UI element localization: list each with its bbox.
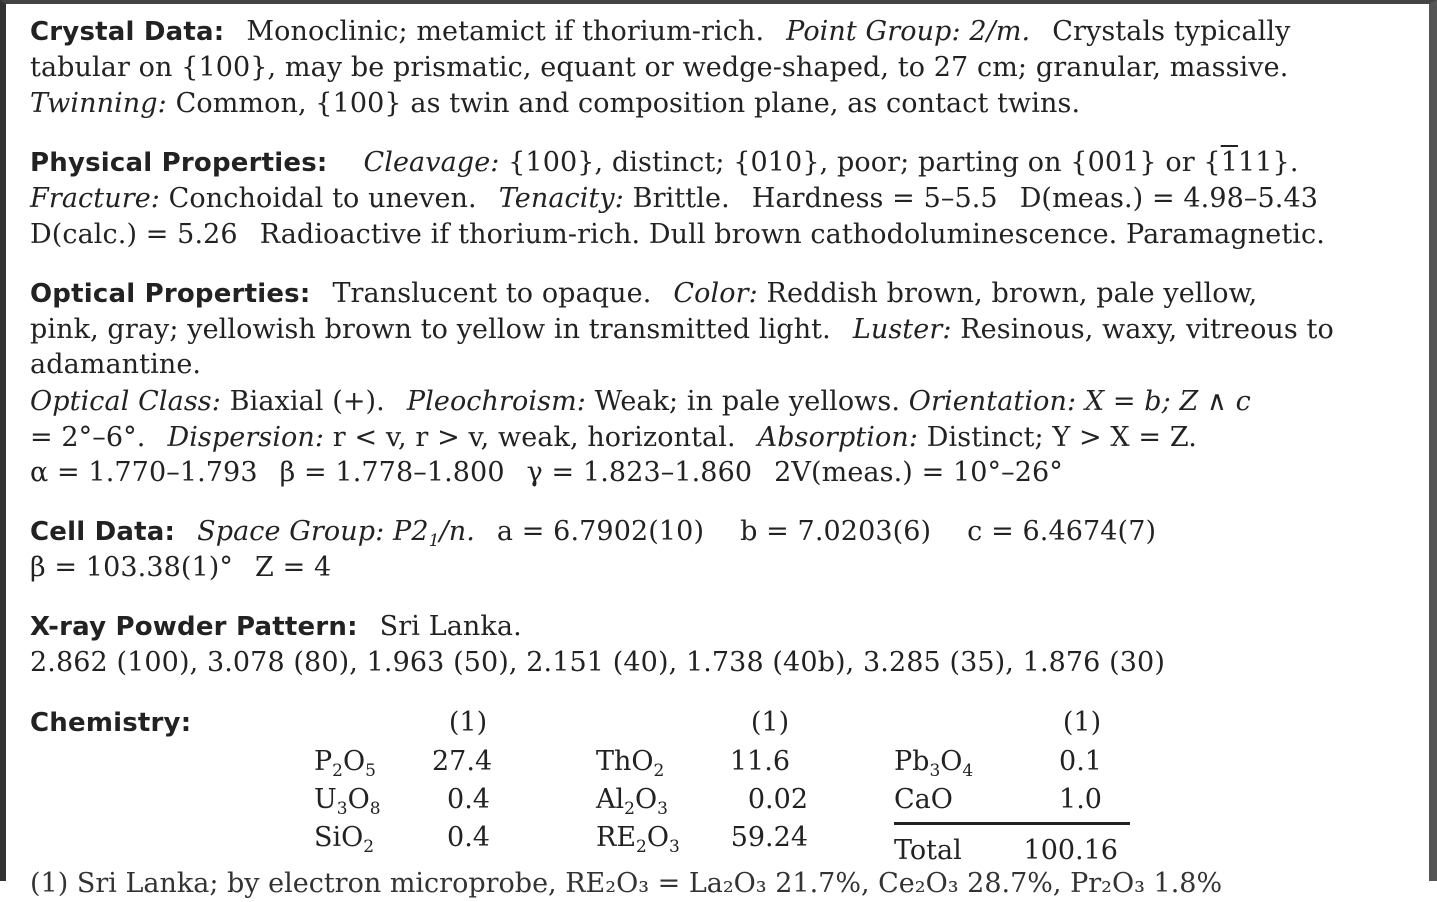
chem-formula: $Pb_3O_4$ bbox=[894, 746, 974, 781]
cell-b: b = 7.0203(6) bbox=[740, 516, 932, 547]
physical-heading: Physical Properties: bbox=[30, 148, 328, 178]
chem-value: 1.0 bbox=[1059, 784, 1102, 815]
crystal-data-line-2 bbox=[30, 50, 1288, 86]
fracture-label: Fracture: bbox=[30, 183, 160, 214]
crystal-data-line-1 bbox=[30, 14, 1290, 50]
crystal-data-heading: Crystal Data: bbox=[30, 17, 225, 47]
physical-line-3 bbox=[30, 217, 1325, 253]
chem-formula: $RE_2O_3$ bbox=[596, 822, 680, 857]
orientation-label: Orientation: bbox=[908, 386, 1077, 417]
xray-heading: X-ray Powder Pattern: bbox=[30, 612, 358, 642]
cell-c: c = 6.4674(7) bbox=[967, 516, 1157, 547]
chem-col-1-header: (1) bbox=[448, 707, 488, 738]
orientation-value-a: X = b; Z ∧ c bbox=[1084, 386, 1251, 417]
hardness: Hardness = 5–5.5 bbox=[751, 183, 998, 214]
optical-line-1 bbox=[30, 276, 1257, 312]
chem-total-value: 100.16 bbox=[1023, 835, 1118, 866]
space-group-value: $P2_1/n$. bbox=[393, 516, 475, 551]
twinning-value: Common, {100} as twin and composition plane, as contact twins. bbox=[175, 88, 1081, 119]
chem-formula: CaO bbox=[894, 784, 953, 815]
tenacity-label: Tenacity: bbox=[498, 183, 624, 214]
chem-formula: SiO$_2$ bbox=[314, 822, 375, 857]
optical-line-4 bbox=[30, 384, 1251, 420]
cleavage-value-b: 11}. bbox=[1237, 147, 1299, 178]
xray-peaks: 2.862 (100), 3.078 (80), 1.963 (50), 2.151 (40), 1.738 (40b), 3.285 (35), 1.876 (30) bbox=[30, 647, 1165, 678]
density-calculated: D(calc.) = 5.26 bbox=[30, 219, 238, 250]
crystal-system: Monoclinic; metamict if thorium-rich. bbox=[246, 16, 765, 47]
chemistry-heading: Chemistry: bbox=[30, 708, 192, 738]
optical-heading: Optical Properties: bbox=[30, 279, 311, 309]
optical-class-value: Biaxial (+). bbox=[229, 386, 385, 417]
chem-col-2-header: (1) bbox=[750, 707, 790, 738]
chem-value: 0.4 bbox=[447, 822, 490, 853]
chem-value: 11.6 bbox=[729, 746, 790, 777]
two-v-measured: 2V(meas.) = 10°–26° bbox=[774, 457, 1063, 488]
chem-value: 0.4 bbox=[447, 784, 490, 815]
orientation-value-b: = 2°–6°. bbox=[30, 422, 146, 453]
transparency: Translucent to opaque. bbox=[332, 278, 652, 309]
cell-z: Z = 4 bbox=[255, 552, 332, 583]
chem-formula: $U_3O_8$ bbox=[314, 784, 381, 819]
crystal-data-line-3 bbox=[30, 86, 1080, 122]
refractive-index-alpha: α = 1.770–1.793 bbox=[30, 457, 258, 488]
refractive-index-beta: β = 1.778–1.800 bbox=[279, 457, 505, 488]
luster-value-b: adamantine. bbox=[30, 349, 202, 380]
cleavage-label: Cleavage: bbox=[363, 147, 500, 178]
chem-value: 0.1 bbox=[1059, 746, 1102, 777]
habit-text-a: Crystals typically bbox=[1052, 16, 1291, 47]
optical-line-6 bbox=[30, 455, 1063, 491]
color-value-b: pink, gray; yellowish brown to yellow in transmitted light. bbox=[30, 314, 831, 345]
optical-class-label: Optical Class: bbox=[30, 386, 221, 417]
chem-value: 27.4 bbox=[432, 746, 493, 777]
pleochroism-label: Pleochroism: bbox=[406, 386, 586, 417]
chem-formula: ThO$_2$ bbox=[596, 746, 665, 781]
color-label: Color: bbox=[673, 278, 758, 309]
physical-line-1 bbox=[30, 145, 1299, 181]
absorption-label: Absorption: bbox=[757, 422, 919, 453]
space-group-label: Space Group: bbox=[197, 516, 385, 547]
twinning-label: Twinning: bbox=[30, 88, 167, 119]
physical-line-2 bbox=[30, 181, 1318, 217]
footnote-fragment: (1) Sri Lanka; by electron microprobe, RE₂O₃ = La₂O₃ 21.7%, Ce₂O₃ 28.7%, Pr₂O₃ 1.8% bbox=[30, 868, 1223, 899]
chem-total-label: Total bbox=[894, 835, 962, 866]
habit-text-b: tabular on {100}, may be prismatic, equant or wedge-shaped, to 27 cm; granular, massive. bbox=[30, 52, 1289, 83]
color-value-a: Reddish brown, brown, pale yellow, bbox=[766, 278, 1258, 309]
optical-line-3 bbox=[30, 347, 201, 383]
dispersion-value: r < v, r > v, weak, horizontal. bbox=[332, 422, 736, 453]
tenacity-value: Brittle. bbox=[632, 183, 730, 214]
luster-label: Luster: bbox=[852, 314, 952, 345]
chem-formula: $Al_2O_3$ bbox=[596, 784, 668, 819]
luster-value-a: Resinous, waxy, vitreous to bbox=[960, 314, 1334, 345]
cell-heading: Cell Data: bbox=[30, 517, 176, 547]
cell-a: a = 6.7902(10) bbox=[496, 516, 705, 547]
chemistry-line bbox=[30, 705, 191, 741]
cell-line-1 bbox=[30, 514, 1156, 550]
point-group-value: 2/m. bbox=[969, 16, 1031, 47]
point-group-label: Point Group: bbox=[786, 16, 961, 47]
chem-value: 59.24 bbox=[730, 822, 808, 853]
xray-line-2 bbox=[30, 645, 1165, 681]
xray-line-1 bbox=[30, 609, 522, 645]
chem-value: 0.02 bbox=[747, 784, 808, 815]
cleavage-value-a: {100}, distinct; {010}, poor; parting on {001} or { bbox=[508, 147, 1221, 178]
dispersion-label: Dispersion: bbox=[167, 422, 325, 453]
total-rule bbox=[894, 822, 1130, 825]
pleochroism-value: Weak; in pale yellows. bbox=[594, 386, 901, 417]
xray-locality: Sri Lanka. bbox=[379, 611, 522, 642]
cell-line-2 bbox=[30, 550, 331, 586]
density-measured: D(meas.) = 4.98–5.43 bbox=[1019, 183, 1319, 214]
optical-line-2 bbox=[30, 312, 1334, 348]
fracture-value: Conchoidal to uneven. bbox=[168, 183, 477, 214]
chem-formula: $P_2O_5$ bbox=[314, 746, 376, 781]
absorption-value: Distinct; Y > X = Z. bbox=[926, 422, 1197, 453]
physical-other: Radioactive if thorium-rich. Dull brown cathodoluminescence. Paramagnetic. bbox=[259, 219, 1325, 250]
refractive-index-gamma: γ = 1.823–1.860 bbox=[526, 457, 753, 488]
chem-col-3-header: (1) bbox=[1062, 707, 1102, 738]
cleavage-overbar-digit: 1 bbox=[1220, 147, 1238, 178]
optical-line-5 bbox=[30, 420, 1197, 456]
cell-beta: β = 103.38(1)° bbox=[30, 552, 234, 583]
